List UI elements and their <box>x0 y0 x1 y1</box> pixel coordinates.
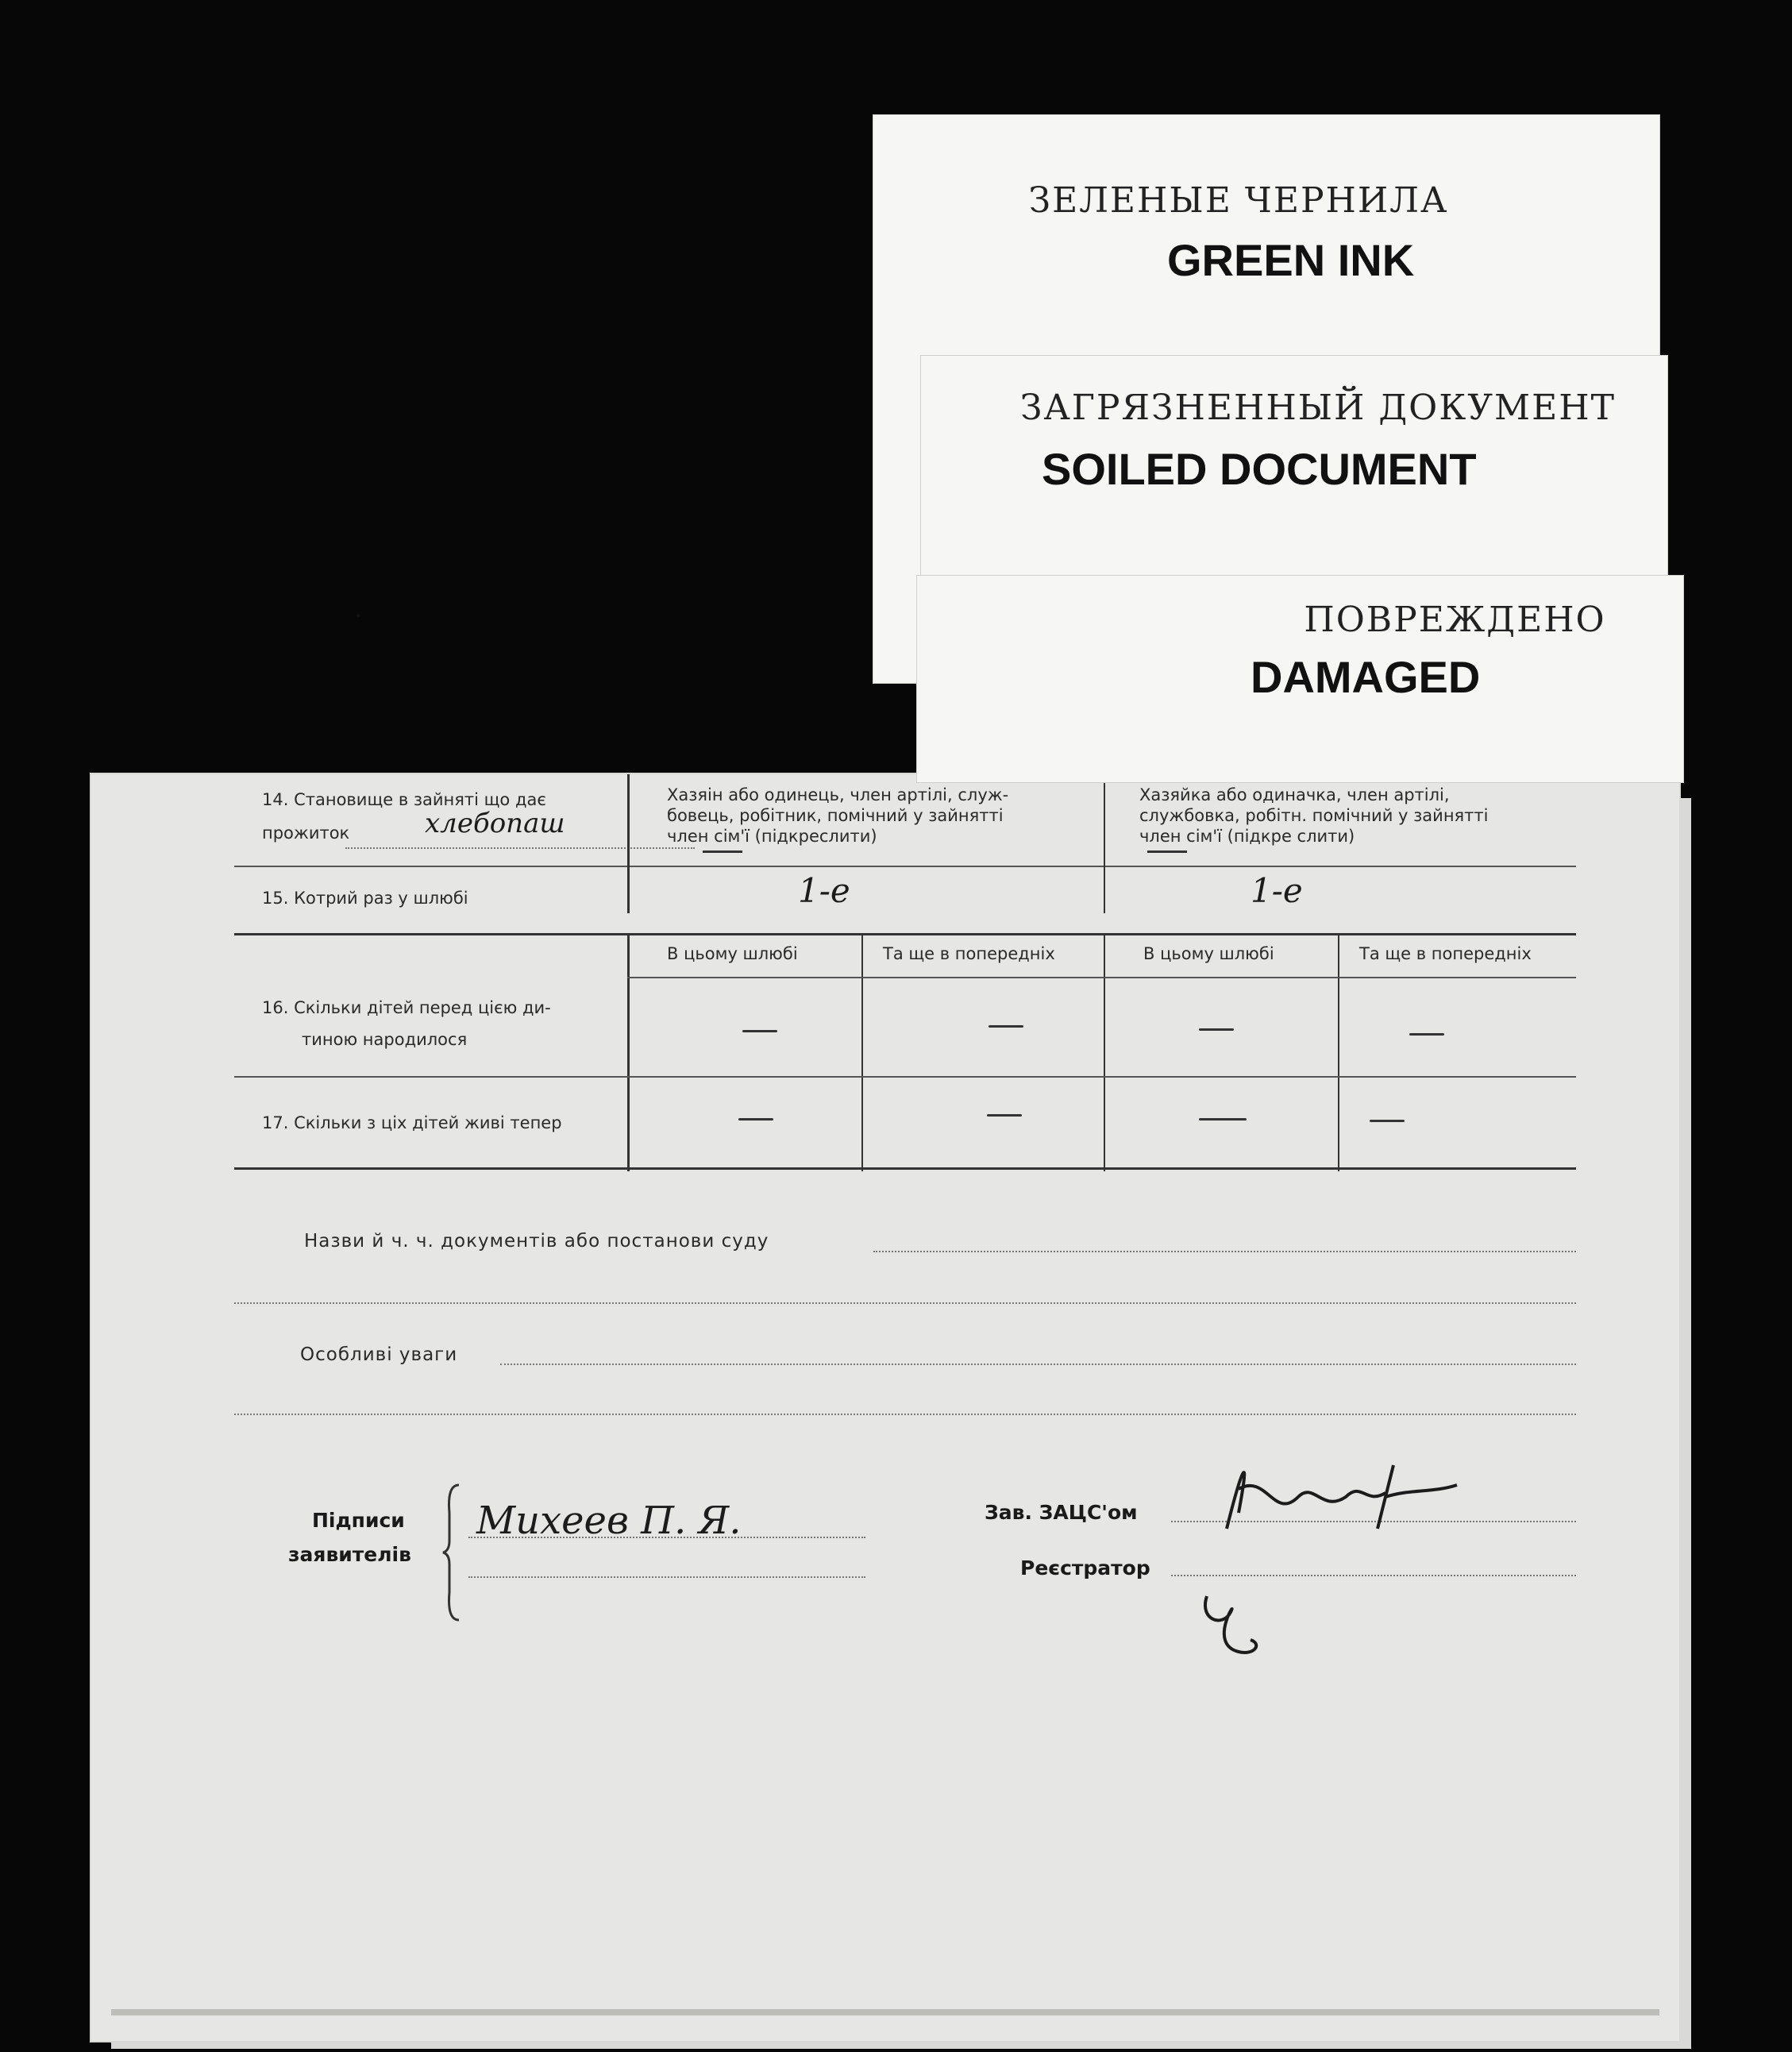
divider <box>1104 866 1105 913</box>
head-label: Зав. ЗАЦС'ом <box>985 1501 1138 1524</box>
divider <box>627 933 630 1171</box>
row14-handwritten-occupation: хлебопаш <box>425 808 565 839</box>
subheader-female-this: В цьому шлюбі <box>1143 944 1274 963</box>
rule <box>234 1076 1576 1078</box>
row15-male-value: 1-е <box>798 871 850 910</box>
row14-dotted-line <box>345 847 695 849</box>
rule <box>234 866 1576 867</box>
applicant-signature: Михеев П. Я. <box>476 1498 742 1543</box>
divider <box>1338 933 1339 1171</box>
row15-label: 15. Котрий раз у шлюбі <box>262 889 468 908</box>
damaged-label <box>917 576 1683 782</box>
divider <box>861 933 863 1171</box>
sheet-edge <box>111 2009 1659 2015</box>
brace <box>443 1481 467 1624</box>
docs-label: Назви й ч. ч. документів або постанови суду <box>304 1231 769 1252</box>
notes-dotted-line-2 <box>234 1414 1576 1415</box>
underline-mark <box>703 850 742 853</box>
subheader-male-prev: Та ще в попередніх <box>883 944 1055 963</box>
applicants-label-1: Підписи <box>312 1509 405 1532</box>
subheader-male-this: В цьому шлюбі <box>667 944 798 963</box>
row14-male-line2: бовець, робітник, помічний у зайнятті <box>667 806 1004 825</box>
green-ink-ru: ЗЕЛЕНЫЕ ЧЕРНИЛА <box>1028 180 1449 221</box>
dash-mark <box>1370 1120 1405 1122</box>
row14-female-line1: Хазяйка або одиначка, член артілі, <box>1139 785 1450 804</box>
docs-dotted-line-2 <box>234 1302 1576 1304</box>
dash-mark <box>988 1025 1023 1028</box>
row14-label-line2: прожиток <box>262 824 350 843</box>
registrar-label: Реєстратор <box>1020 1556 1150 1580</box>
dash-mark <box>738 1118 773 1120</box>
row14-female-line2: службовка, робітн. помічний у зайнятті <box>1139 806 1489 825</box>
applicant-line-2 <box>468 1576 865 1578</box>
divider <box>627 774 630 866</box>
rule <box>627 977 1576 978</box>
damaged-ru: ПОВРЕЖДЕНО <box>1304 600 1606 640</box>
head-signature-mark <box>1195 1418 1513 1576</box>
soiled-ru: ЗАГРЯЗНЕННЫЙ ДОКУМЕНТ <box>1020 388 1616 428</box>
registrar-signature-mark <box>1191 1564 1318 1676</box>
applicants-label-2: заявителів <box>288 1543 411 1566</box>
row16-label-line2: тиною народилося <box>302 1030 468 1049</box>
rule <box>234 933 1576 935</box>
divider <box>1104 774 1105 866</box>
row14-female-line3: член сім'ї (підкре слити) <box>1139 827 1355 846</box>
row15-female-value: 1-е <box>1251 871 1303 910</box>
green-ink-en: GREEN INK <box>1167 235 1415 285</box>
row16-label-line1: 16. Скільки дітей перед цією ди- <box>262 998 551 1017</box>
row17-label: 17. Скільки з ціх дітей живі тепер <box>262 1113 562 1132</box>
divider <box>1104 933 1105 1171</box>
damaged-en: DAMAGED <box>1251 652 1481 702</box>
notes-label: Особливі уваги <box>300 1344 458 1365</box>
document-sheet <box>91 774 1679 2041</box>
underline-mark <box>1147 850 1187 853</box>
divider <box>627 866 630 913</box>
applicant-line-1 <box>468 1537 865 1538</box>
dash-mark <box>1199 1028 1234 1031</box>
dash-mark <box>742 1030 777 1032</box>
row14-label-line1: 14. Становище в зайняті що дає <box>262 790 546 809</box>
row14-male-line3: член сім'ї (підкреслити) <box>667 827 877 846</box>
dash-mark <box>987 1114 1022 1117</box>
notes-dotted-line <box>500 1364 1576 1365</box>
soiled-en: SOILED DOCUMENT <box>1042 444 1477 494</box>
subheader-female-prev: Та ще в попередніх <box>1359 944 1532 963</box>
docs-dotted-line <box>873 1251 1576 1252</box>
dash-mark <box>1199 1118 1247 1120</box>
rule <box>234 1167 1576 1170</box>
dash-mark <box>1409 1033 1444 1036</box>
row14-male-line1: Хазяін або одинець, член артілі, служ- <box>667 785 1009 804</box>
